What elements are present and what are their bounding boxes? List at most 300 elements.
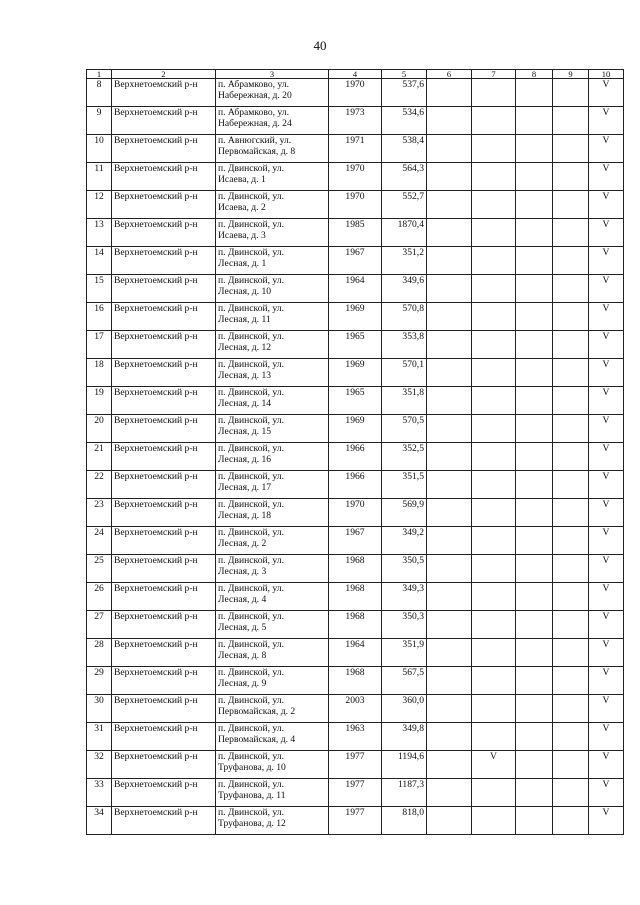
address-line-1: п. Абрамково, ул. bbox=[218, 107, 289, 118]
address-line-1: п. Двинской, ул. bbox=[218, 751, 284, 762]
column-6-cell bbox=[427, 79, 472, 107]
column-9-cell bbox=[553, 527, 589, 555]
column-8-cell bbox=[516, 807, 553, 835]
address-line-1: п. Двинской, ул. bbox=[218, 275, 284, 286]
address-line-2: Лесная, д. 12 bbox=[218, 342, 272, 353]
column-6-cell bbox=[427, 555, 472, 583]
district-cell: Верхнетоемский р-н bbox=[112, 807, 216, 835]
address-cell bbox=[216, 415, 329, 443]
address-line-2: Лесная, д. 3 bbox=[218, 566, 267, 577]
year-cell: 1977 bbox=[329, 751, 382, 779]
district-cell: Верхнетоемский р-н bbox=[112, 219, 216, 247]
area-cell: 564,3 bbox=[382, 163, 427, 191]
address-line-2: Лесная, д. 5 bbox=[218, 622, 267, 633]
row-number-cell: 12 bbox=[87, 191, 112, 219]
column-7-cell bbox=[472, 555, 516, 583]
year-cell: 1968 bbox=[329, 555, 382, 583]
column-7-cell bbox=[472, 639, 516, 667]
column-7-cell bbox=[472, 611, 516, 639]
column-9-cell bbox=[553, 331, 589, 359]
column-header-8: 8 bbox=[516, 70, 553, 79]
table-row bbox=[87, 219, 624, 247]
address-cell bbox=[216, 331, 329, 359]
address-line-2: Труфанова, д. 12 bbox=[218, 818, 286, 829]
column-10-cell: V bbox=[589, 247, 624, 275]
column-10-cell: V bbox=[589, 415, 624, 443]
page-number: 40 bbox=[313, 38, 327, 53]
district-cell: Верхнетоемский р-н bbox=[112, 471, 216, 499]
address-line-1: п. Абрамково, ул. bbox=[218, 79, 289, 90]
district-cell: Верхнетоемский р-н bbox=[112, 387, 216, 415]
table-row bbox=[87, 359, 624, 387]
address-cell bbox=[216, 779, 329, 807]
column-7-cell: V bbox=[472, 751, 516, 779]
district-cell: Верхнетоемский р-н bbox=[112, 275, 216, 303]
year-cell: 1968 bbox=[329, 667, 382, 695]
table-row bbox=[87, 191, 624, 219]
address-line-2: Лесная, д. 8 bbox=[218, 650, 267, 661]
column-6-cell bbox=[427, 583, 472, 611]
district-cell: Верхнетоемский р-н bbox=[112, 359, 216, 387]
address-line-2: Лесная, д. 17 bbox=[218, 482, 272, 493]
address-line-2: Лесная, д. 11 bbox=[218, 314, 271, 325]
year-cell: 1973 bbox=[329, 107, 382, 135]
column-8-cell bbox=[516, 611, 553, 639]
address-line-1: п. Двинской, ул. bbox=[218, 331, 284, 342]
address-line-2: Исаева, д. 3 bbox=[218, 230, 266, 241]
year-cell: 1967 bbox=[329, 247, 382, 275]
area-cell: 349,6 bbox=[382, 275, 427, 303]
address-cell bbox=[216, 107, 329, 135]
address-cell bbox=[216, 443, 329, 471]
column-header-7: 7 bbox=[472, 70, 516, 79]
column-8-cell bbox=[516, 275, 553, 303]
column-6-cell bbox=[427, 667, 472, 695]
column-9-cell bbox=[553, 219, 589, 247]
column-9-cell bbox=[553, 79, 589, 107]
column-8-cell bbox=[516, 583, 553, 611]
area-cell: 570,8 bbox=[382, 303, 427, 331]
year-cell: 1970 bbox=[329, 499, 382, 527]
column-10-cell: V bbox=[589, 611, 624, 639]
address-cell bbox=[216, 555, 329, 583]
column-10-cell: V bbox=[589, 219, 624, 247]
column-9-cell bbox=[553, 415, 589, 443]
column-7-cell bbox=[472, 527, 516, 555]
column-8-cell bbox=[516, 443, 553, 471]
column-header-3: 3 bbox=[216, 70, 329, 79]
table-row bbox=[87, 499, 624, 527]
address-line-2: Исаева, д. 2 bbox=[218, 202, 266, 213]
column-6-cell bbox=[427, 443, 472, 471]
address-cell bbox=[216, 695, 329, 723]
column-8-cell bbox=[516, 751, 553, 779]
row-number-cell: 16 bbox=[87, 303, 112, 331]
year-cell: 1966 bbox=[329, 471, 382, 499]
column-7-cell bbox=[472, 191, 516, 219]
table-row bbox=[87, 751, 624, 779]
row-number-cell: 11 bbox=[87, 163, 112, 191]
year-cell: 1965 bbox=[329, 331, 382, 359]
column-7-cell bbox=[472, 807, 516, 835]
address-line-2: Лесная, д. 13 bbox=[218, 370, 272, 381]
column-7-cell bbox=[472, 331, 516, 359]
column-10-cell: V bbox=[589, 723, 624, 751]
column-6-cell bbox=[427, 415, 472, 443]
address-cell bbox=[216, 527, 329, 555]
column-8-cell bbox=[516, 555, 553, 583]
address-cell bbox=[216, 163, 329, 191]
column-6-cell bbox=[427, 163, 472, 191]
address-line-1: п. Двинской, ул. bbox=[218, 359, 284, 370]
column-6-cell bbox=[427, 135, 472, 163]
address-line-1: п. Двинской, ул. bbox=[218, 611, 284, 622]
area-cell: 570,1 bbox=[382, 359, 427, 387]
district-cell: Верхнетоемский р-н bbox=[112, 415, 216, 443]
column-8-cell bbox=[516, 723, 553, 751]
row-number-cell: 18 bbox=[87, 359, 112, 387]
column-9-cell bbox=[553, 499, 589, 527]
area-cell: 352,5 bbox=[382, 443, 427, 471]
district-cell: Верхнетоемский р-н bbox=[112, 751, 216, 779]
column-8-cell bbox=[516, 135, 553, 163]
column-9-cell bbox=[553, 583, 589, 611]
column-8-cell bbox=[516, 219, 553, 247]
column-6-cell bbox=[427, 527, 472, 555]
column-10-cell: V bbox=[589, 499, 624, 527]
district-cell: Верхнетоемский р-н bbox=[112, 107, 216, 135]
column-6-cell bbox=[427, 807, 472, 835]
area-cell: 569,9 bbox=[382, 499, 427, 527]
column-7-cell bbox=[472, 443, 516, 471]
year-cell: 1971 bbox=[329, 135, 382, 163]
row-number-cell: 32 bbox=[87, 751, 112, 779]
row-number-cell: 25 bbox=[87, 555, 112, 583]
address-line-2: Набережная, д. 20 bbox=[218, 90, 292, 101]
district-cell: Верхнетоемский р-н bbox=[112, 583, 216, 611]
area-cell: 818,0 bbox=[382, 807, 427, 835]
address-cell bbox=[216, 135, 329, 163]
column-6-cell bbox=[427, 275, 472, 303]
address-cell bbox=[216, 275, 329, 303]
address-cell bbox=[216, 471, 329, 499]
column-7-cell bbox=[472, 163, 516, 191]
address-line-2: Лесная, д. 1 bbox=[218, 258, 267, 269]
area-cell: 1870,4 bbox=[382, 219, 427, 247]
column-9-cell bbox=[553, 639, 589, 667]
district-cell: Верхнетоемский р-н bbox=[112, 779, 216, 807]
table-row bbox=[87, 583, 624, 611]
address-line-1: п. Двинской, ул. bbox=[218, 527, 284, 538]
column-6-cell bbox=[427, 611, 472, 639]
column-9-cell bbox=[553, 751, 589, 779]
district-cell: Верхнетоемский р-н bbox=[112, 667, 216, 695]
column-8-cell bbox=[516, 499, 553, 527]
address-line-1: п. Двинской, ул. bbox=[218, 667, 284, 678]
row-number-cell: 10 bbox=[87, 135, 112, 163]
year-cell: 1969 bbox=[329, 359, 382, 387]
address-line-2: Лесная, д. 14 bbox=[218, 398, 272, 409]
row-number-cell: 19 bbox=[87, 387, 112, 415]
column-9-cell bbox=[553, 779, 589, 807]
column-10-cell: V bbox=[589, 555, 624, 583]
district-cell: Верхнетоемский р-н bbox=[112, 611, 216, 639]
column-9-cell bbox=[553, 807, 589, 835]
column-10-cell: V bbox=[589, 135, 624, 163]
year-cell: 1977 bbox=[329, 807, 382, 835]
column-8-cell bbox=[516, 387, 553, 415]
column-10-cell: V bbox=[589, 443, 624, 471]
district-cell: Верхнетоемский р-н bbox=[112, 191, 216, 219]
column-6-cell bbox=[427, 695, 472, 723]
area-cell: 349,2 bbox=[382, 527, 427, 555]
column-9-cell bbox=[553, 723, 589, 751]
column-6-cell bbox=[427, 331, 472, 359]
column-9-cell bbox=[553, 695, 589, 723]
column-8-cell bbox=[516, 79, 553, 107]
column-7-cell bbox=[472, 219, 516, 247]
table-row bbox=[87, 807, 624, 835]
column-header-2: 2 bbox=[112, 70, 216, 79]
table-row bbox=[87, 555, 624, 583]
table-body bbox=[87, 79, 624, 835]
row-number-cell: 29 bbox=[87, 667, 112, 695]
address-line-2: Лесная, д. 9 bbox=[218, 678, 267, 689]
area-cell: 1187,3 bbox=[382, 779, 427, 807]
district-cell: Верхнетоемский р-н bbox=[112, 163, 216, 191]
district-cell: Верхнетоемский р-н bbox=[112, 695, 216, 723]
column-10-cell: V bbox=[589, 527, 624, 555]
table-row bbox=[87, 331, 624, 359]
column-10-cell: V bbox=[589, 191, 624, 219]
address-line-1: п. Авнюгский, ул. bbox=[218, 135, 292, 146]
area-cell: 570,5 bbox=[382, 415, 427, 443]
column-7-cell bbox=[472, 471, 516, 499]
column-8-cell bbox=[516, 415, 553, 443]
year-cell: 1965 bbox=[329, 387, 382, 415]
column-10-cell: V bbox=[589, 807, 624, 835]
district-cell: Верхнетоемский р-н bbox=[112, 135, 216, 163]
housing-registry-table bbox=[86, 69, 624, 835]
table-row bbox=[87, 303, 624, 331]
address-line-1: п. Двинской, ул. bbox=[218, 191, 284, 202]
address-cell bbox=[216, 751, 329, 779]
row-number-cell: 28 bbox=[87, 639, 112, 667]
column-8-cell bbox=[516, 359, 553, 387]
year-cell: 1964 bbox=[329, 639, 382, 667]
district-cell: Верхнетоемский р-н bbox=[112, 443, 216, 471]
column-8-cell bbox=[516, 303, 553, 331]
column-6-cell bbox=[427, 499, 472, 527]
table-header bbox=[87, 70, 624, 79]
column-10-cell: V bbox=[589, 667, 624, 695]
address-line-1: п. Двинской, ул. bbox=[218, 807, 284, 818]
address-line-1: п. Двинской, ул. bbox=[218, 163, 284, 174]
column-7-cell bbox=[472, 387, 516, 415]
address-cell bbox=[216, 639, 329, 667]
row-number-cell: 17 bbox=[87, 331, 112, 359]
area-cell: 351,9 bbox=[382, 639, 427, 667]
address-cell bbox=[216, 387, 329, 415]
address-cell bbox=[216, 191, 329, 219]
address-line-1: п. Двинской, ул. bbox=[218, 415, 284, 426]
year-cell: 1969 bbox=[329, 303, 382, 331]
column-9-cell bbox=[553, 191, 589, 219]
column-header-5: 5 bbox=[382, 70, 427, 79]
address-line-2: Первомайская, д. 8 bbox=[218, 146, 296, 157]
address-line-2: Труфанова, д. 11 bbox=[218, 790, 286, 801]
address-line-2: Труфанова, д. 10 bbox=[218, 762, 286, 773]
column-8-cell bbox=[516, 471, 553, 499]
area-cell: 538,4 bbox=[382, 135, 427, 163]
address-cell bbox=[216, 219, 329, 247]
column-7-cell bbox=[472, 359, 516, 387]
column-8-cell bbox=[516, 107, 553, 135]
year-cell: 1967 bbox=[329, 527, 382, 555]
row-number-cell: 23 bbox=[87, 499, 112, 527]
address-line-2: Лесная, д. 4 bbox=[218, 594, 267, 605]
column-9-cell bbox=[553, 359, 589, 387]
district-cell: Верхнетоемский р-н bbox=[112, 723, 216, 751]
district-cell: Верхнетоемский р-н bbox=[112, 555, 216, 583]
address-cell bbox=[216, 807, 329, 835]
column-10-cell: V bbox=[589, 471, 624, 499]
area-cell: 350,3 bbox=[382, 611, 427, 639]
address-cell bbox=[216, 247, 329, 275]
district-cell: Верхнетоемский р-н bbox=[112, 527, 216, 555]
address-cell bbox=[216, 611, 329, 639]
column-number-row bbox=[87, 70, 624, 79]
table-row bbox=[87, 107, 624, 135]
table-row bbox=[87, 247, 624, 275]
column-7-cell bbox=[472, 135, 516, 163]
column-8-cell bbox=[516, 667, 553, 695]
area-cell: 351,5 bbox=[382, 471, 427, 499]
column-9-cell bbox=[553, 443, 589, 471]
column-header-4: 4 bbox=[329, 70, 382, 79]
row-number-cell: 15 bbox=[87, 275, 112, 303]
table-row bbox=[87, 471, 624, 499]
address-line-2: Набережная, д. 24 bbox=[218, 118, 292, 129]
column-7-cell bbox=[472, 303, 516, 331]
address-cell bbox=[216, 303, 329, 331]
column-10-cell: V bbox=[589, 583, 624, 611]
column-10-cell: V bbox=[589, 639, 624, 667]
column-8-cell bbox=[516, 331, 553, 359]
address-line-1: п. Двинской, ул. bbox=[218, 303, 284, 314]
address-line-1: п. Двинской, ул. bbox=[218, 583, 284, 594]
year-cell: 1985 bbox=[329, 219, 382, 247]
column-10-cell: V bbox=[589, 751, 624, 779]
address-cell bbox=[216, 359, 329, 387]
year-cell: 1970 bbox=[329, 191, 382, 219]
column-header-9: 9 bbox=[553, 70, 589, 79]
year-cell: 1969 bbox=[329, 415, 382, 443]
column-9-cell bbox=[553, 135, 589, 163]
column-7-cell bbox=[472, 107, 516, 135]
column-9-cell bbox=[553, 275, 589, 303]
column-7-cell bbox=[472, 499, 516, 527]
address-line-1: п. Двинской, ул. bbox=[218, 247, 284, 258]
column-6-cell bbox=[427, 303, 472, 331]
row-number-cell: 21 bbox=[87, 443, 112, 471]
row-number-cell: 13 bbox=[87, 219, 112, 247]
row-number-cell: 14 bbox=[87, 247, 112, 275]
column-10-cell: V bbox=[589, 331, 624, 359]
address-line-2: Лесная, д. 16 bbox=[218, 454, 272, 465]
year-cell: 2003 bbox=[329, 695, 382, 723]
column-6-cell bbox=[427, 387, 472, 415]
column-7-cell bbox=[472, 247, 516, 275]
column-10-cell: V bbox=[589, 387, 624, 415]
column-header-10: 10 bbox=[589, 70, 624, 79]
column-10-cell: V bbox=[589, 275, 624, 303]
column-6-cell bbox=[427, 639, 472, 667]
address-cell bbox=[216, 499, 329, 527]
table-row bbox=[87, 527, 624, 555]
column-9-cell bbox=[553, 247, 589, 275]
address-line-1: п. Двинской, ул. bbox=[218, 387, 284, 398]
area-cell: 349,3 bbox=[382, 583, 427, 611]
row-number-cell: 8 bbox=[87, 79, 112, 107]
column-8-cell bbox=[516, 163, 553, 191]
row-number-cell: 30 bbox=[87, 695, 112, 723]
year-cell: 1968 bbox=[329, 611, 382, 639]
column-6-cell bbox=[427, 751, 472, 779]
area-cell: 360,0 bbox=[382, 695, 427, 723]
address-line-1: п. Двинской, ул. bbox=[218, 499, 284, 510]
table-row bbox=[87, 163, 624, 191]
row-number-cell: 33 bbox=[87, 779, 112, 807]
column-10-cell: V bbox=[589, 779, 624, 807]
area-cell: 537,6 bbox=[382, 79, 427, 107]
column-7-cell bbox=[472, 583, 516, 611]
column-7-cell bbox=[472, 79, 516, 107]
column-8-cell bbox=[516, 695, 553, 723]
table-row bbox=[87, 79, 624, 107]
column-10-cell: V bbox=[589, 695, 624, 723]
column-7-cell bbox=[472, 695, 516, 723]
address-line-1: п. Двинской, ул. bbox=[218, 471, 284, 482]
column-7-cell bbox=[472, 275, 516, 303]
table-row bbox=[87, 387, 624, 415]
address-cell bbox=[216, 79, 329, 107]
address-cell bbox=[216, 667, 329, 695]
area-cell: 351,8 bbox=[382, 387, 427, 415]
address-line-2: Первомайская, д. 2 bbox=[218, 706, 296, 717]
table-row bbox=[87, 695, 624, 723]
district-cell: Верхнетоемский р-н bbox=[112, 303, 216, 331]
address-line-1: п. Двинской, ул. bbox=[218, 219, 284, 230]
address-line-1: п. Двинской, ул. bbox=[218, 555, 284, 566]
address-line-1: п. Двинской, ул. bbox=[218, 639, 284, 650]
column-9-cell bbox=[553, 555, 589, 583]
table-row bbox=[87, 667, 624, 695]
area-cell: 349,8 bbox=[382, 723, 427, 751]
year-cell: 1970 bbox=[329, 163, 382, 191]
area-cell: 552,7 bbox=[382, 191, 427, 219]
column-6-cell bbox=[427, 359, 472, 387]
column-8-cell bbox=[516, 247, 553, 275]
row-number-cell: 34 bbox=[87, 807, 112, 835]
area-cell: 351,2 bbox=[382, 247, 427, 275]
address-line-2: Лесная, д. 15 bbox=[218, 426, 272, 437]
column-7-cell bbox=[472, 779, 516, 807]
district-cell: Верхнетоемский р-н bbox=[112, 331, 216, 359]
column-10-cell: V bbox=[589, 79, 624, 107]
address-line-2: Лесная, д. 18 bbox=[218, 510, 272, 521]
column-7-cell bbox=[472, 667, 516, 695]
